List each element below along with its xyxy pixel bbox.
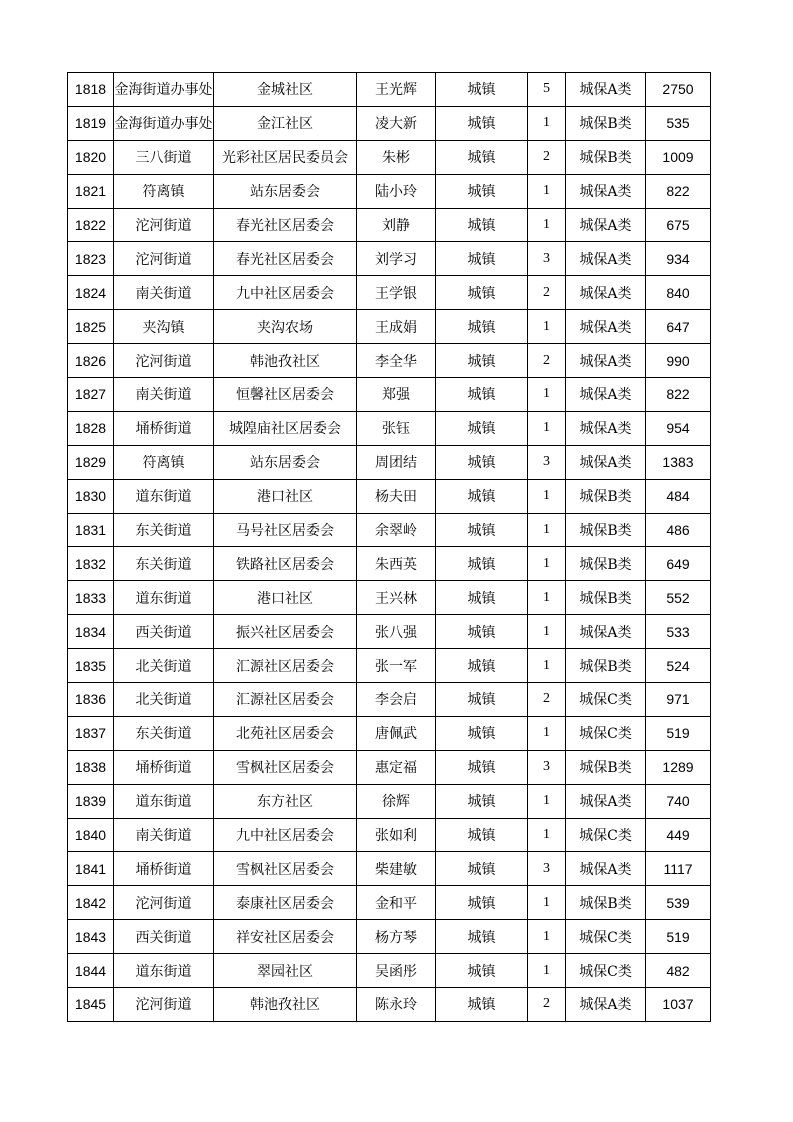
household-count-cell: 1 xyxy=(528,581,566,615)
table-row xyxy=(68,547,711,581)
table-row xyxy=(68,310,711,344)
seq-number-cell: 1838 xyxy=(68,750,114,784)
area-type-cell: 城镇 xyxy=(436,818,528,852)
household-count-cell: 5 xyxy=(528,73,566,107)
street-office-cell: 金海街道办事处 xyxy=(114,106,214,140)
insurance-category-cell: 城保A类 xyxy=(566,784,646,818)
community-cell: 韩池孜社区 xyxy=(214,344,357,378)
person-name-cell: 徐辉 xyxy=(357,784,436,818)
household-count-cell: 1 xyxy=(528,818,566,852)
seq-number-cell: 1833 xyxy=(68,581,114,615)
insurance-category-cell: 城保A类 xyxy=(566,73,646,107)
table-row xyxy=(68,750,711,784)
seq-number-cell: 1841 xyxy=(68,852,114,886)
street-office-cell: 东关街道 xyxy=(114,513,214,547)
household-count-cell: 1 xyxy=(528,716,566,750)
community-cell: 祥安社区居委会 xyxy=(214,920,357,954)
insurance-category-cell: 城保A类 xyxy=(566,276,646,310)
insurance-category-cell: 城保C类 xyxy=(566,716,646,750)
insurance-category-cell: 城保C类 xyxy=(566,954,646,988)
amount-cell: 486 xyxy=(646,513,711,547)
amount-cell: 954 xyxy=(646,411,711,445)
table-row xyxy=(68,276,711,310)
area-type-cell: 城镇 xyxy=(436,276,528,310)
street-office-cell: 沱河街道 xyxy=(114,208,214,242)
amount-cell: 822 xyxy=(646,378,711,412)
household-count-cell: 2 xyxy=(528,683,566,717)
area-type-cell: 城镇 xyxy=(436,73,528,107)
area-type-cell: 城镇 xyxy=(436,106,528,140)
person-name-cell: 凌大新 xyxy=(357,106,436,140)
seq-number-cell: 1844 xyxy=(68,954,114,988)
person-name-cell: 柴建敏 xyxy=(357,852,436,886)
street-office-cell: 道东街道 xyxy=(114,784,214,818)
person-name-cell: 刘学习 xyxy=(357,242,436,276)
community-cell: 光彩社区居民委员会 xyxy=(214,140,357,174)
community-cell: 金城社区 xyxy=(214,73,357,107)
street-office-cell: 埇桥街道 xyxy=(114,750,214,784)
person-name-cell: 李全华 xyxy=(357,344,436,378)
insurance-category-cell: 城保B类 xyxy=(566,886,646,920)
amount-cell: 524 xyxy=(646,649,711,683)
roster-body xyxy=(68,73,711,1022)
area-type-cell: 城镇 xyxy=(436,988,528,1022)
area-type-cell: 城镇 xyxy=(436,310,528,344)
seq-number-cell: 1842 xyxy=(68,886,114,920)
seq-number-cell: 1835 xyxy=(68,649,114,683)
seq-number-cell: 1831 xyxy=(68,513,114,547)
insurance-category-cell: 城保B类 xyxy=(566,750,646,784)
seq-number-cell: 1834 xyxy=(68,615,114,649)
seq-number-cell: 1819 xyxy=(68,106,114,140)
table-row xyxy=(68,784,711,818)
amount-cell: 535 xyxy=(646,106,711,140)
table-row xyxy=(68,513,711,547)
community-cell: 港口社区 xyxy=(214,581,357,615)
area-type-cell: 城镇 xyxy=(436,208,528,242)
amount-cell: 740 xyxy=(646,784,711,818)
household-count-cell: 1 xyxy=(528,615,566,649)
insurance-category-cell: 城保A类 xyxy=(566,411,646,445)
amount-cell: 1009 xyxy=(646,140,711,174)
household-count-cell: 1 xyxy=(528,106,566,140)
seq-number-cell: 1823 xyxy=(68,242,114,276)
insurance-category-cell: 城保A类 xyxy=(566,242,646,276)
amount-cell: 649 xyxy=(646,547,711,581)
household-count-cell: 2 xyxy=(528,988,566,1022)
community-cell: 夹沟农场 xyxy=(214,310,357,344)
person-name-cell: 李会启 xyxy=(357,683,436,717)
person-name-cell: 惠定福 xyxy=(357,750,436,784)
household-count-cell: 2 xyxy=(528,276,566,310)
person-name-cell: 朱彬 xyxy=(357,140,436,174)
community-cell: 铁路社区居委会 xyxy=(214,547,357,581)
insurance-category-cell: 城保B类 xyxy=(566,140,646,174)
person-name-cell: 王学银 xyxy=(357,276,436,310)
household-count-cell: 3 xyxy=(528,852,566,886)
person-name-cell: 吴函彤 xyxy=(357,954,436,988)
seq-number-cell: 1824 xyxy=(68,276,114,310)
table-row xyxy=(68,581,711,615)
person-name-cell: 张一军 xyxy=(357,649,436,683)
seq-number-cell: 1825 xyxy=(68,310,114,344)
seq-number-cell: 1836 xyxy=(68,683,114,717)
community-cell: 站东居委会 xyxy=(214,445,357,479)
table-row xyxy=(68,818,711,852)
community-cell: 汇源社区居委会 xyxy=(214,649,357,683)
area-type-cell: 城镇 xyxy=(436,513,528,547)
insurance-category-cell: 城保A类 xyxy=(566,615,646,649)
area-type-cell: 城镇 xyxy=(436,378,528,412)
insurance-category-cell: 城保A类 xyxy=(566,174,646,208)
table-row xyxy=(68,649,711,683)
street-office-cell: 沱河街道 xyxy=(114,988,214,1022)
amount-cell: 1383 xyxy=(646,445,711,479)
household-count-cell: 1 xyxy=(528,479,566,513)
amount-cell: 675 xyxy=(646,208,711,242)
insurance-category-cell: 城保A类 xyxy=(566,445,646,479)
table-row xyxy=(68,445,711,479)
street-office-cell: 埇桥街道 xyxy=(114,852,214,886)
community-cell: 振兴社区居委会 xyxy=(214,615,357,649)
amount-cell: 1117 xyxy=(646,852,711,886)
community-cell: 北苑社区居委会 xyxy=(214,716,357,750)
area-type-cell: 城镇 xyxy=(436,852,528,886)
benefit-roster-table xyxy=(67,72,711,1022)
person-name-cell: 余翠岭 xyxy=(357,513,436,547)
insurance-category-cell: 城保B类 xyxy=(566,547,646,581)
community-cell: 九中社区居委会 xyxy=(214,818,357,852)
table-row xyxy=(68,208,711,242)
street-office-cell: 夹沟镇 xyxy=(114,310,214,344)
household-count-cell: 3 xyxy=(528,242,566,276)
street-office-cell: 符离镇 xyxy=(114,445,214,479)
amount-cell: 449 xyxy=(646,818,711,852)
area-type-cell: 城镇 xyxy=(436,649,528,683)
household-count-cell: 1 xyxy=(528,886,566,920)
person-name-cell: 金和平 xyxy=(357,886,436,920)
table-row xyxy=(68,716,711,750)
seq-number-cell: 1832 xyxy=(68,547,114,581)
household-count-cell: 1 xyxy=(528,310,566,344)
seq-number-cell: 1818 xyxy=(68,73,114,107)
seq-number-cell: 1828 xyxy=(68,411,114,445)
person-name-cell: 杨夫田 xyxy=(357,479,436,513)
insurance-category-cell: 城保C类 xyxy=(566,920,646,954)
person-name-cell: 陆小玲 xyxy=(357,174,436,208)
household-count-cell: 2 xyxy=(528,344,566,378)
household-count-cell: 1 xyxy=(528,208,566,242)
table-row xyxy=(68,174,711,208)
insurance-category-cell: 城保B类 xyxy=(566,106,646,140)
area-type-cell: 城镇 xyxy=(436,750,528,784)
household-count-cell: 1 xyxy=(528,411,566,445)
community-cell: 城隍庙社区居委会 xyxy=(214,411,357,445)
street-office-cell: 金海街道办事处 xyxy=(114,73,214,107)
amount-cell: 484 xyxy=(646,479,711,513)
household-count-cell: 1 xyxy=(528,954,566,988)
area-type-cell: 城镇 xyxy=(436,683,528,717)
area-type-cell: 城镇 xyxy=(436,954,528,988)
table-row xyxy=(68,886,711,920)
seq-number-cell: 1821 xyxy=(68,174,114,208)
seq-number-cell: 1820 xyxy=(68,140,114,174)
insurance-category-cell: 城保A类 xyxy=(566,988,646,1022)
person-name-cell: 张如利 xyxy=(357,818,436,852)
person-name-cell: 张八强 xyxy=(357,615,436,649)
household-count-cell: 1 xyxy=(528,547,566,581)
household-count-cell: 1 xyxy=(528,920,566,954)
person-name-cell: 唐佩武 xyxy=(357,716,436,750)
person-name-cell: 杨方琴 xyxy=(357,920,436,954)
community-cell: 九中社区居委会 xyxy=(214,276,357,310)
amount-cell: 934 xyxy=(646,242,711,276)
table-row xyxy=(68,140,711,174)
insurance-category-cell: 城保A类 xyxy=(566,344,646,378)
table-row xyxy=(68,683,711,717)
amount-cell: 539 xyxy=(646,886,711,920)
community-cell: 春光社区居委会 xyxy=(214,208,357,242)
table-row xyxy=(68,615,711,649)
table-row xyxy=(68,920,711,954)
street-office-cell: 西关街道 xyxy=(114,920,214,954)
community-cell: 站东居委会 xyxy=(214,174,357,208)
street-office-cell: 三八街道 xyxy=(114,140,214,174)
household-count-cell: 1 xyxy=(528,378,566,412)
table-row xyxy=(68,106,711,140)
community-cell: 春光社区居委会 xyxy=(214,242,357,276)
community-cell: 泰康社区居委会 xyxy=(214,886,357,920)
person-name-cell: 王成娟 xyxy=(357,310,436,344)
person-name-cell: 陈永玲 xyxy=(357,988,436,1022)
amount-cell: 822 xyxy=(646,174,711,208)
area-type-cell: 城镇 xyxy=(436,886,528,920)
person-name-cell: 张钰 xyxy=(357,411,436,445)
table-row xyxy=(68,378,711,412)
person-name-cell: 朱西英 xyxy=(357,547,436,581)
insurance-category-cell: 城保A类 xyxy=(566,378,646,412)
community-cell: 雪枫社区居委会 xyxy=(214,750,357,784)
seq-number-cell: 1843 xyxy=(68,920,114,954)
seq-number-cell: 1837 xyxy=(68,716,114,750)
insurance-category-cell: 城保C类 xyxy=(566,818,646,852)
area-type-cell: 城镇 xyxy=(436,716,528,750)
table-row xyxy=(68,988,711,1022)
seq-number-cell: 1826 xyxy=(68,344,114,378)
community-cell: 东方社区 xyxy=(214,784,357,818)
area-type-cell: 城镇 xyxy=(436,242,528,276)
area-type-cell: 城镇 xyxy=(436,581,528,615)
table-row xyxy=(68,344,711,378)
seq-number-cell: 1822 xyxy=(68,208,114,242)
community-cell: 马号社区居委会 xyxy=(214,513,357,547)
amount-cell: 1289 xyxy=(646,750,711,784)
table-row xyxy=(68,479,711,513)
table-row xyxy=(68,73,711,107)
seq-number-cell: 1829 xyxy=(68,445,114,479)
amount-cell: 533 xyxy=(646,615,711,649)
household-count-cell: 2 xyxy=(528,140,566,174)
insurance-category-cell: 城保B类 xyxy=(566,479,646,513)
street-office-cell: 道东街道 xyxy=(114,581,214,615)
amount-cell: 971 xyxy=(646,683,711,717)
area-type-cell: 城镇 xyxy=(436,479,528,513)
amount-cell: 840 xyxy=(646,276,711,310)
seq-number-cell: 1839 xyxy=(68,784,114,818)
street-office-cell: 北关街道 xyxy=(114,649,214,683)
street-office-cell: 东关街道 xyxy=(114,716,214,750)
area-type-cell: 城镇 xyxy=(436,547,528,581)
area-type-cell: 城镇 xyxy=(436,920,528,954)
amount-cell: 482 xyxy=(646,954,711,988)
street-office-cell: 符离镇 xyxy=(114,174,214,208)
area-type-cell: 城镇 xyxy=(436,174,528,208)
area-type-cell: 城镇 xyxy=(436,411,528,445)
insurance-category-cell: 城保C类 xyxy=(566,683,646,717)
household-count-cell: 3 xyxy=(528,750,566,784)
table-row xyxy=(68,242,711,276)
household-count-cell: 1 xyxy=(528,513,566,547)
street-office-cell: 沱河街道 xyxy=(114,886,214,920)
person-name-cell: 王光辉 xyxy=(357,73,436,107)
table-row xyxy=(68,954,711,988)
street-office-cell: 北关街道 xyxy=(114,683,214,717)
area-type-cell: 城镇 xyxy=(436,784,528,818)
table-row xyxy=(68,411,711,445)
street-office-cell: 道东街道 xyxy=(114,479,214,513)
household-count-cell: 1 xyxy=(528,174,566,208)
seq-number-cell: 1845 xyxy=(68,988,114,1022)
person-name-cell: 王兴林 xyxy=(357,581,436,615)
person-name-cell: 郑强 xyxy=(357,378,436,412)
street-office-cell: 道东街道 xyxy=(114,954,214,988)
community-cell: 恒馨社区居委会 xyxy=(214,378,357,412)
area-type-cell: 城镇 xyxy=(436,615,528,649)
area-type-cell: 城镇 xyxy=(436,344,528,378)
household-count-cell: 1 xyxy=(528,784,566,818)
insurance-category-cell: 城保A类 xyxy=(566,208,646,242)
amount-cell: 647 xyxy=(646,310,711,344)
street-office-cell: 东关街道 xyxy=(114,547,214,581)
seq-number-cell: 1827 xyxy=(68,378,114,412)
table-row xyxy=(68,852,711,886)
insurance-category-cell: 城保B类 xyxy=(566,581,646,615)
person-name-cell: 刘静 xyxy=(357,208,436,242)
amount-cell: 2750 xyxy=(646,73,711,107)
community-cell: 翠园社区 xyxy=(214,954,357,988)
amount-cell: 990 xyxy=(646,344,711,378)
community-cell: 雪枫社区居委会 xyxy=(214,852,357,886)
seq-number-cell: 1840 xyxy=(68,818,114,852)
amount-cell: 519 xyxy=(646,716,711,750)
street-office-cell: 沱河街道 xyxy=(114,344,214,378)
amount-cell: 1037 xyxy=(646,988,711,1022)
insurance-category-cell: 城保A类 xyxy=(566,310,646,344)
area-type-cell: 城镇 xyxy=(436,140,528,174)
street-office-cell: 埇桥街道 xyxy=(114,411,214,445)
street-office-cell: 南关街道 xyxy=(114,818,214,852)
street-office-cell: 西关街道 xyxy=(114,615,214,649)
household-count-cell: 3 xyxy=(528,445,566,479)
street-office-cell: 南关街道 xyxy=(114,276,214,310)
amount-cell: 552 xyxy=(646,581,711,615)
street-office-cell: 沱河街道 xyxy=(114,242,214,276)
community-cell: 汇源社区居委会 xyxy=(214,683,357,717)
seq-number-cell: 1830 xyxy=(68,479,114,513)
person-name-cell: 周团结 xyxy=(357,445,436,479)
insurance-category-cell: 城保A类 xyxy=(566,852,646,886)
community-cell: 金江社区 xyxy=(214,106,357,140)
insurance-category-cell: 城保B类 xyxy=(566,513,646,547)
household-count-cell: 1 xyxy=(528,649,566,683)
area-type-cell: 城镇 xyxy=(436,445,528,479)
community-cell: 韩池孜社区 xyxy=(214,988,357,1022)
amount-cell: 519 xyxy=(646,920,711,954)
community-cell: 港口社区 xyxy=(214,479,357,513)
street-office-cell: 南关街道 xyxy=(114,378,214,412)
insurance-category-cell: 城保B类 xyxy=(566,649,646,683)
